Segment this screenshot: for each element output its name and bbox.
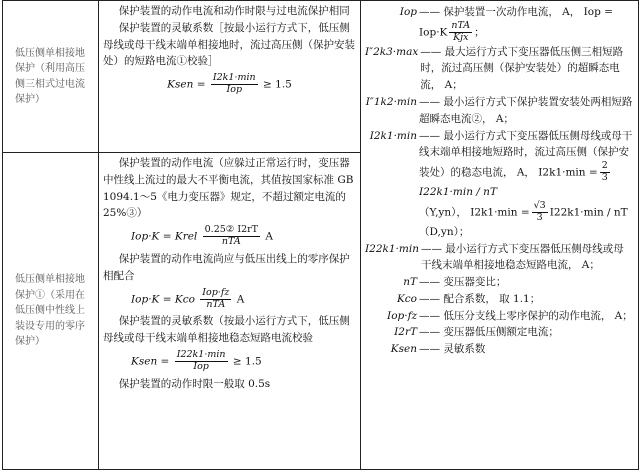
text-paragraph: 保护装置的动作电流尚应与低压出线上的零序保护相配合 — [103, 253, 350, 282]
operating-current-formula: Iop·K = Krel $\frac{\text{0.25② I2rT}}{\text{nTA}}$ A — [131, 224, 273, 248]
row-content-2 — [99, 153, 361, 470]
fraction: $\frac{I2k1\cdot\min}{\text{Iop}}$ — [212, 72, 256, 96]
text-paragraph: 保护装置的动作时限一般取 0.5s — [118, 377, 271, 390]
definition-item: Iop·fz —— 低压分支线上零序保护的动作电流， A； — [387, 309, 633, 322]
definition-item: I″2k3·max —— 最大运行方式下变压器低压侧三相短路时，流过高压侧（保护安装处）的超瞬态电流， A； — [365, 45, 624, 92]
row-name-2: 低压侧单相接地保护①（采用在低压侧中性线上装设专用的零序保护） — [3, 153, 99, 470]
text-paragraph: 保护装置的灵敏系数［按最小运行方式下，低压侧母线或母干线末端单相接地时，流过高压侧（保护安装处）的短路电流①校验］ — [103, 21, 355, 68]
definition-item: I2k1·min —— 最小运行方式下变压器低压侧母线或母干线末端单相接地短路时，流过高压侧（保护安装处）的稳态电流， A， I2k1·min = $\frac{2}{3}$ I22k1·min / nT — [369, 129, 633, 199]
definition-item: （Y,yn）， I2k1·min = $\frac{√3}{3}$ I22k1·min / nT（D,yn）； — [419, 199, 628, 238]
row-content-1 — [99, 1, 361, 153]
definition-item: Kco —— 配合系数， 取 1.1； — [396, 292, 541, 305]
text-paragraph: 保护装置的动作电流和动作时限与过电流保护相同 — [118, 5, 350, 17]
coordination-formula: Iop·K = Kco $\frac{\text{Iop·fz}}{\text{nTA}}$ A — [131, 286, 245, 310]
definition-item: I″1k2·min —— 最小运行方式下保护装置安装处两相短路超瞬态电流②， A； — [365, 96, 633, 125]
protection-table — [2, 0, 639, 470]
table-row — [3, 1, 639, 153]
definition-item: I2rT —— 变压器低压侧额定电流； — [394, 326, 559, 339]
text-paragraph: 保护装置的灵敏系数（按最小运行方式下，低压侧母线或母干线末端单相接地稳态短路电流校验 — [103, 315, 350, 345]
definition-item: Iop —— 保护装置一次动作电流， A， Iop = Iop·K $\frac{\text{nTA}}{\text{Kjx}}$ ； — [399, 6, 613, 43]
definition-item: I22k1·min —— 最小运行方式下变压器低压侧母线或母干线末端单相接地稳态短路电流， A； — [365, 242, 624, 272]
definition-item: nT —— 变压器变比； — [403, 276, 507, 289]
definitions-cell — [361, 1, 639, 470]
definition-item: Ksen —— 灵敏系数 — [390, 343, 486, 356]
sensitivity-formula-2: Ksen = $\frac{I22k1\cdot\min}{\text{Iop}}$ ≥ 1.5 — [131, 349, 262, 372]
text-paragraph: 保护装置的动作电流（应躲过正常运行时，变压器中性线上流过的最大不平衡电流，其值按国家标准 GB 1094.1～5《电力变压器》规定，不超过额定电流的25%③） — [103, 157, 354, 220]
row-name-1: 低压侧单相接地保护（利用高压侧三相式过电流保护） — [3, 1, 99, 153]
sensitivity-formula: Ksen = $\frac{I2k1\cdot\min}{\text{Iop}}$ ≥ 1.5 — [167, 72, 292, 96]
